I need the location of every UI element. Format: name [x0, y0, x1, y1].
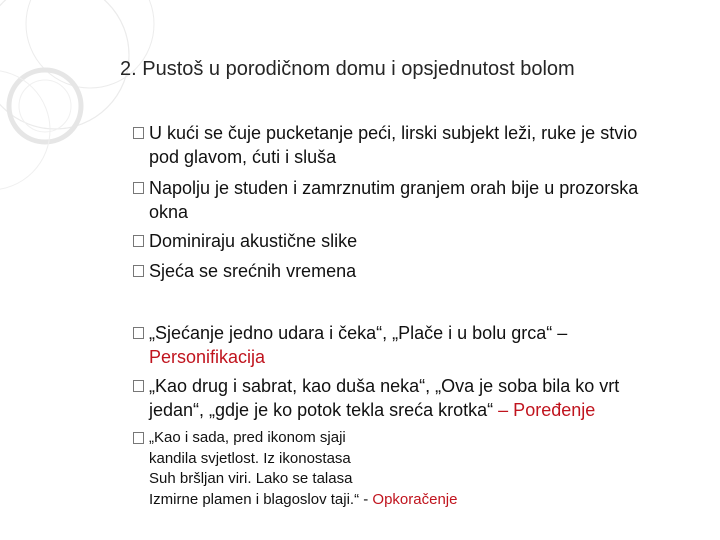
bullet-line: U kući se čuje pucketanje peći, lirski subjekt leži, ruke je stvio: [149, 123, 638, 143]
bullet-line: [149, 398, 689, 422]
bullet-line: pod glavom, ćuti i sluša: [149, 147, 337, 167]
bullet-line: „Kao drug i sabrat, kao duša neka“, „Ova je soba bila ko vrt: [149, 376, 620, 396]
bullet-glyph-icon: [133, 127, 144, 139]
bullet-line: okna: [149, 202, 189, 222]
poem-line: kandila svjetlost. Iz ikonostasa: [149, 449, 351, 467]
bullet-glyph-icon: [133, 265, 144, 277]
bullet-line-text: jedan“, „gdje je ko potok tekla sreća krotka“: [149, 400, 499, 420]
bullet-glyph-icon: [133, 432, 144, 444]
bullet-glyph-icon: [133, 327, 144, 339]
poem-line-text: Izmirne plamen i blagoslov taji.“ -: [149, 490, 373, 508]
poem-line: [149, 490, 689, 511]
slide-title: 2. Pustoš u porodičnom domu i opsjednutost bolom: [120, 58, 575, 80]
bullet-line: Dominiraju akustične slike: [149, 231, 358, 251]
poem-line: Suh bršljan viri. Lako se talasa: [149, 470, 353, 487]
bullet-line: „Sjećanje jedno udara i čeka“, „Plače i u bolu grca“ –: [149, 323, 568, 343]
bullet-line: Napolju je studen i zamrznutim granjem orah bije u prozorska: [149, 178, 639, 198]
device-label: Opkoračenje: [372, 490, 458, 508]
bullet-glyph-icon: [133, 235, 144, 247]
device-label: – Poređenje: [498, 400, 596, 420]
poem-line: „Kao i sada, pred ikonom sjaji: [149, 429, 346, 446]
bullet-glyph-icon: [133, 182, 144, 194]
bullet-line: Sjeća se srećnih vremena: [149, 261, 357, 281]
device-label: Personifikacija: [149, 347, 266, 367]
bullet-glyph-icon: [133, 380, 144, 392]
